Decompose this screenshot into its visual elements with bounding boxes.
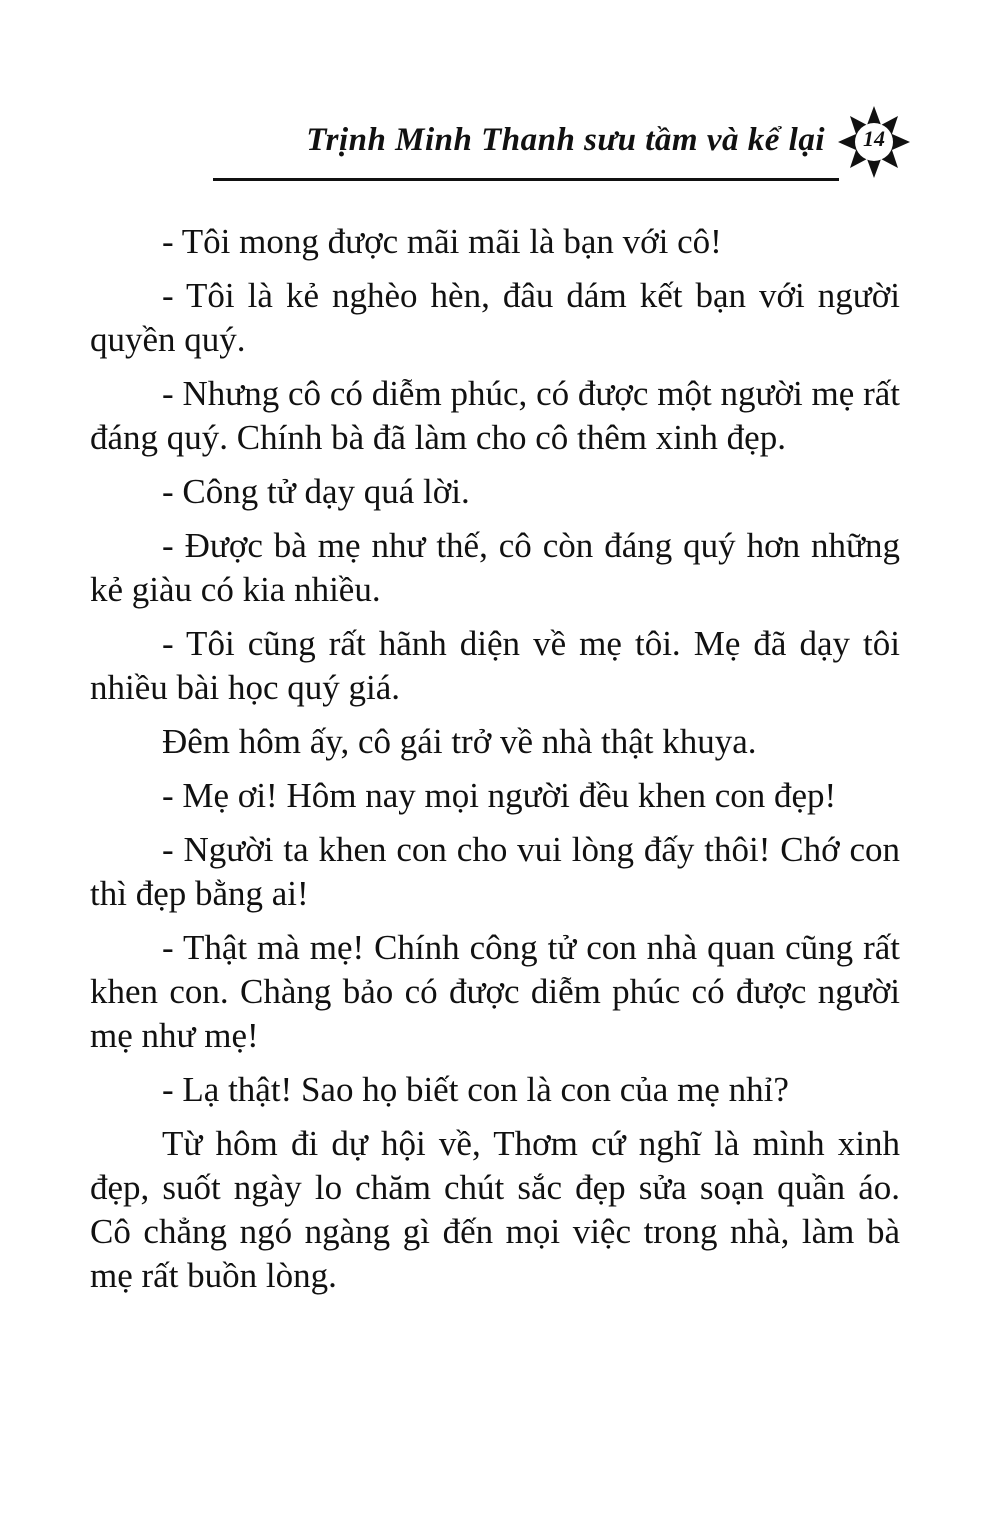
page-number: 14 bbox=[863, 126, 885, 151]
paragraph: - Tôi mong được mãi mãi là bạn với cô! bbox=[162, 222, 722, 261]
paragraph: - Lạ thật! Sao họ biết con là con của mẹ nhỉ? bbox=[162, 1070, 789, 1109]
paragraph: Đêm hôm ấy, cô gái trở về nhà thật khuya. bbox=[162, 722, 757, 761]
header-rule bbox=[213, 178, 839, 181]
paragraph: - Người ta khen con cho vui lòng đấy thôi! Chớ con thì đẹp bằng ai! bbox=[90, 830, 900, 913]
running-header bbox=[215, 118, 825, 168]
paragraph: - Nhưng cô có diễm phúc, có được một người mẹ rất đáng quý. Chính bà đã làm cho cô thêm xinh đẹp. bbox=[90, 374, 900, 457]
paragraph: - Tôi là kẻ nghèo hèn, đâu dám kết bạn với người quyền quý. bbox=[90, 276, 900, 359]
header-title: Trịnh Minh Thanh sưu tầm và kể lại bbox=[306, 122, 825, 158]
paragraph: - Tôi cũng rất hãnh diện về mẹ tôi. Mẹ đã dạy tôi nhiều bài học quý giá. bbox=[90, 624, 900, 707]
paragraph: Từ hôm đi dự hội về, Thơm cứ nghĩ là mình xinh đẹp, suốt ngày lo chăm chút sắc đẹp sửa soạn quần áo. Cô chẳng ngó ngàng gì đến mọi việc trong nhà, làm bà mẹ rất buồn lòng. bbox=[90, 1124, 900, 1295]
page-number-badge bbox=[836, 104, 912, 180]
paragraph: - Được bà mẹ như thế, cô còn đáng quý hơn những kẻ giàu có kia nhiều. bbox=[90, 526, 900, 609]
page-body bbox=[90, 220, 900, 1308]
paragraph: - Công tử dạy quá lời. bbox=[162, 472, 470, 511]
paragraph: - Mẹ ơi! Hôm nay mọi người đều khen con đẹp! bbox=[162, 776, 837, 815]
paragraph: - Thật mà mẹ! Chính công tử con nhà quan cũng rất khen con. Chàng bảo có được diễm phúc có được người mẹ như mẹ! bbox=[90, 928, 900, 1055]
